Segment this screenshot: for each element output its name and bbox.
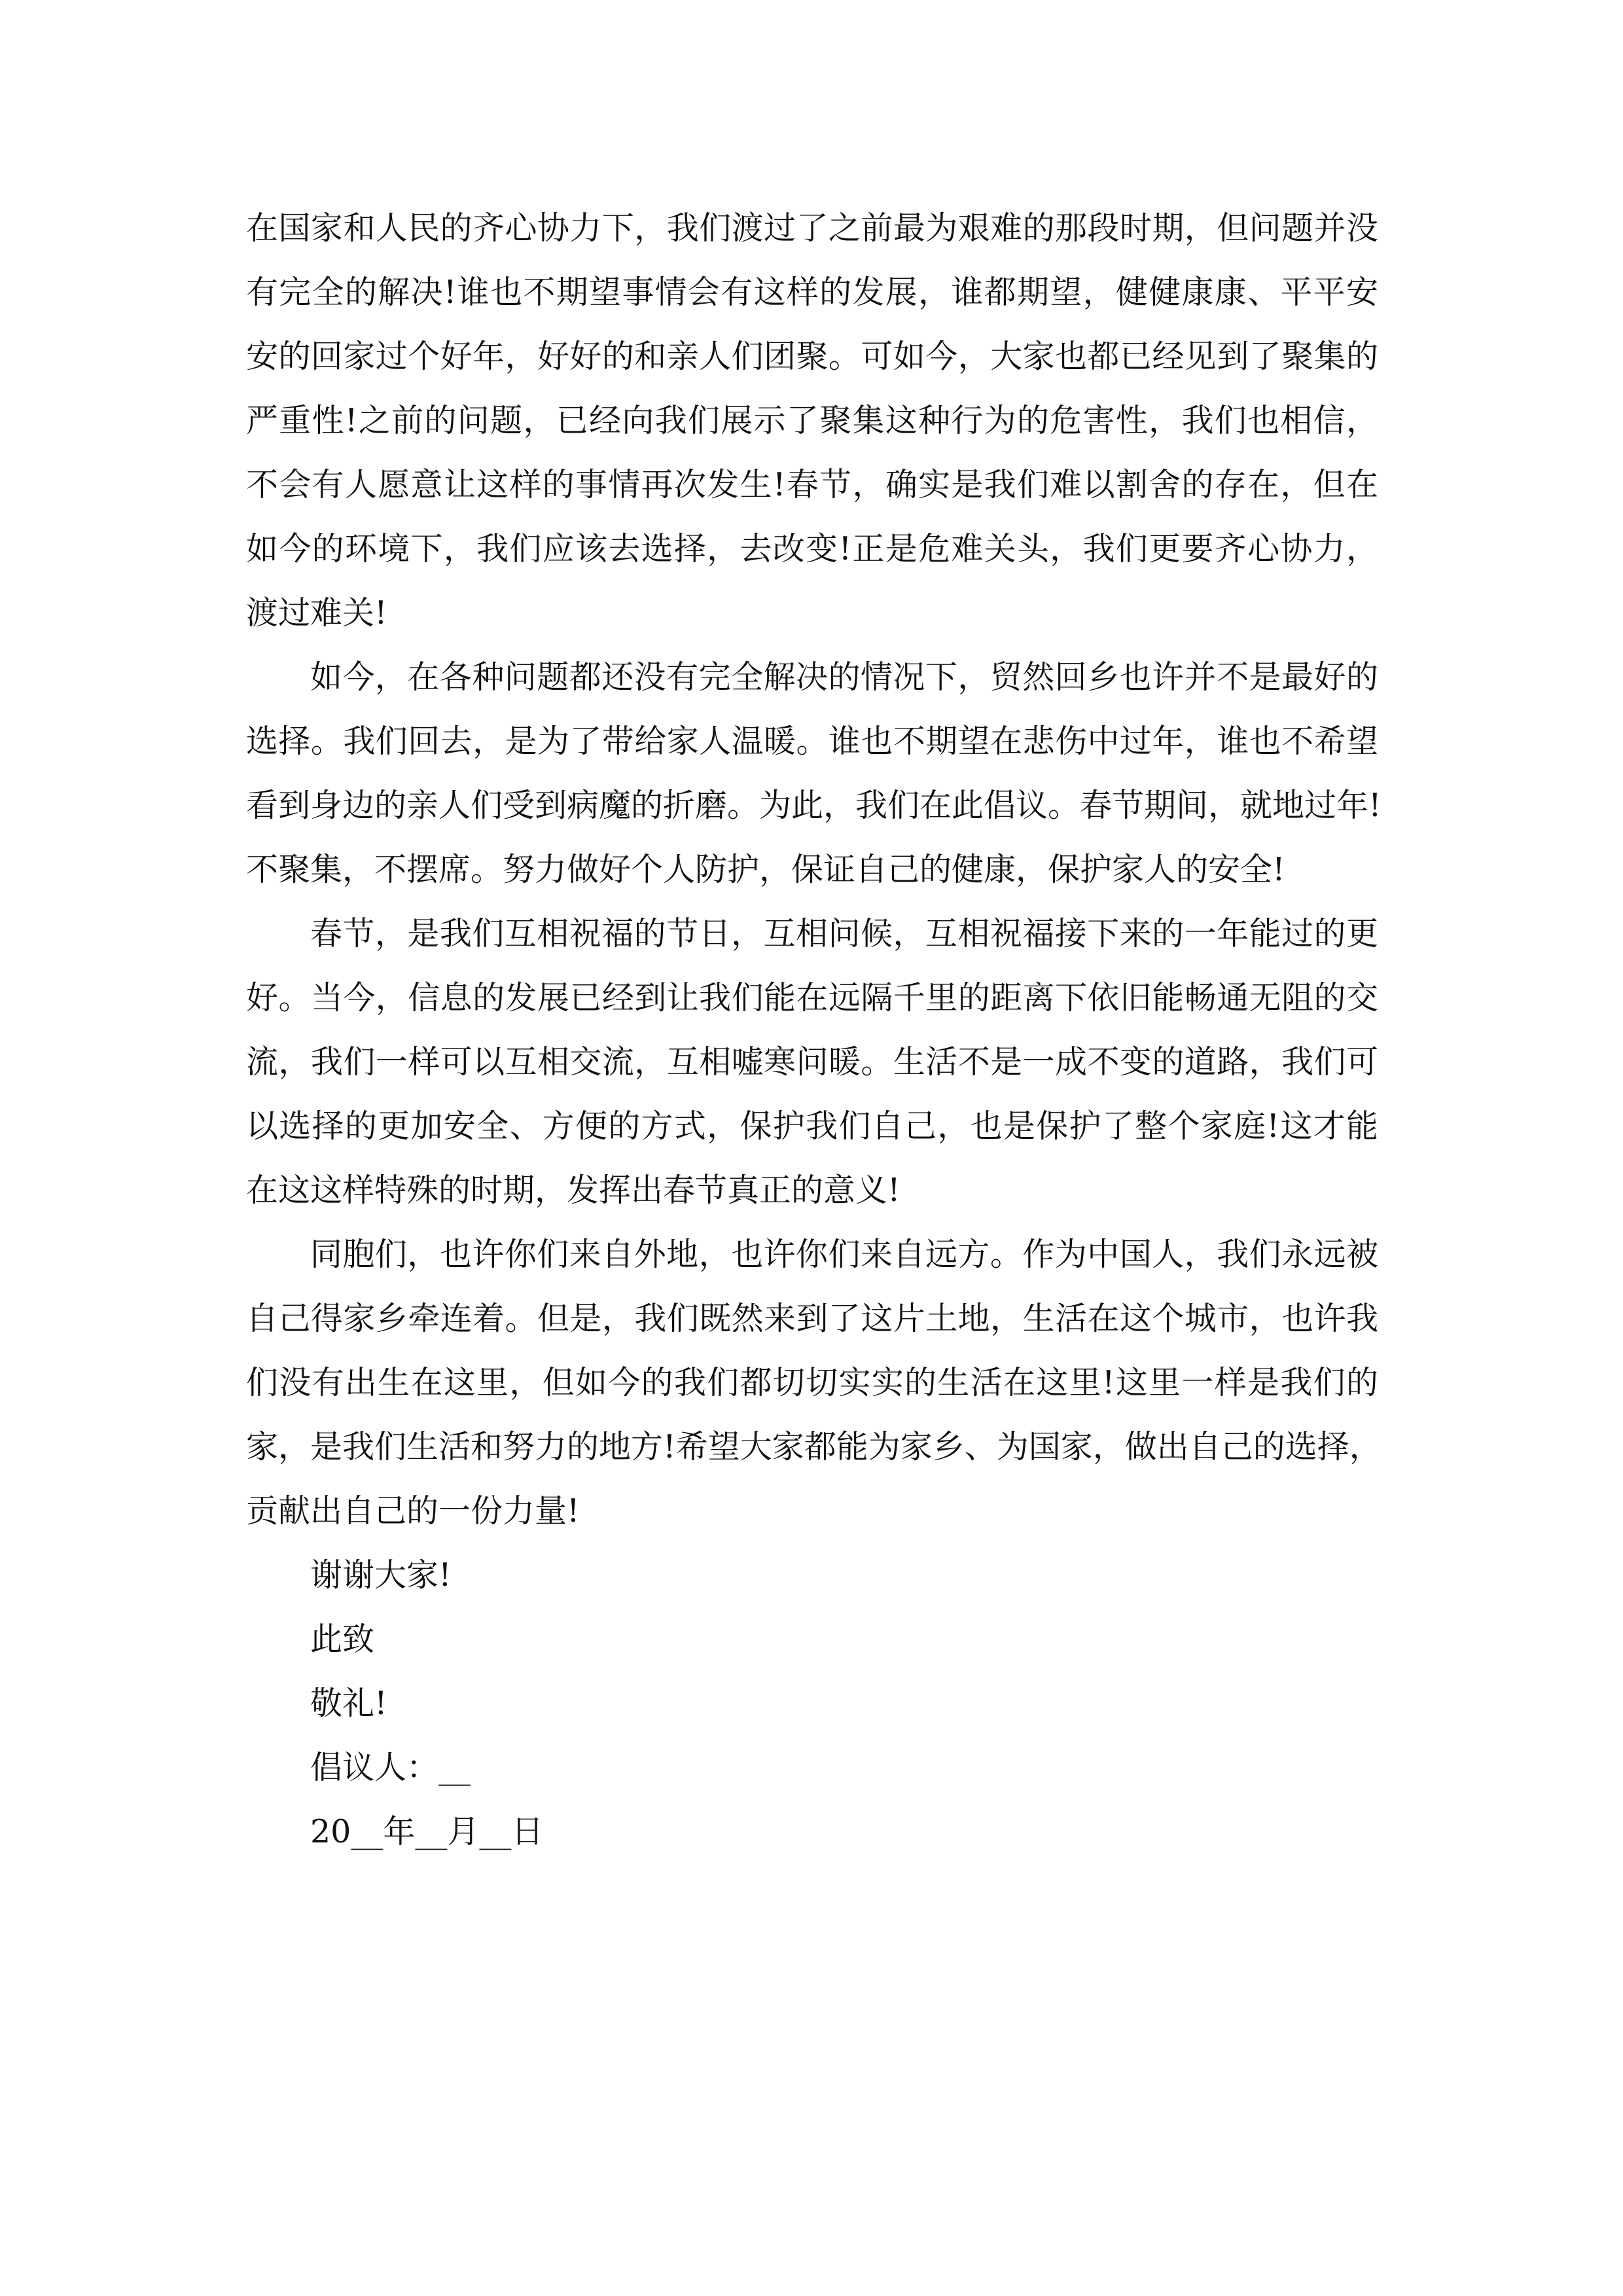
thanks-line: 谢谢大家! [310,1556,452,1594]
closing-block [246,1543,1378,1864]
text-line: 看到身边的亲人们受到病魔的折磨。为此，我们在此倡议。春节期间，就地过年! [246,787,1382,824]
text-line: 以选择的更加安全、方便的方式，保护我们自己，也是保护了整个家庭!这才能 [246,1107,1378,1145]
text-line: 不会有人愿意让这样的事情再次发生!春节，确实是我们难以割舍的存在，但在 [246,466,1378,503]
text-line: 在国家和人民的齐心协力下，我们渡过了之前最为艰难的那段时期，但问题并没 [246,209,1378,247]
text-line: 自己得家乡牵连着。但是，我们既然来到了这片土地，生活在这个城市，也许我 [246,1300,1378,1337]
text-line: 好。当今，信息的发展已经到让我们能在远隔千里的距离下依旧能畅通无阻的交 [246,979,1378,1016]
text-line: 春节，是我们互相祝福的节日，互相问候，互相祝福接下来的一年能过的更 [310,915,1378,952]
paragraph-1 [246,196,1378,645]
text-line: 同胞们，也许你们来自外地，也许你们来自远方。作为中国人，我们永远被 [310,1236,1378,1273]
text-line: 如今的环境下，我们应该去选择，去改变!正是危难关头，我们更要齐心协力， [246,530,1378,567]
text-line: 贡献出自己的一份力量! [246,1492,580,1530]
date-line: 20__年__月__日 [310,1813,544,1850]
text-line: 如今，在各种问题都还没有完全解决的情况下，贸然回乡也许并不是最好的 [310,658,1378,696]
salutation-jing-li: 敬礼! [310,1685,387,1722]
document-body [246,196,1382,1864]
salutation-ci-zhi: 此致 [310,1621,375,1658]
text-line: 渡过难关! [246,594,387,632]
paragraph-2 [246,645,1382,902]
initiator-line: 倡议人：__ [310,1749,471,1786]
text-line: 选择。我们回去，是为了带给家人温暖。谁也不期望在悲伤中过年，谁也不希望 [246,723,1378,760]
text-line: 在这这样特殊的时期，发挥出春节真正的意义! [246,1172,901,1209]
text-line: 家，是我们生活和努力的地方!希望大家都能为家乡、为国家，做出自己的选择， [246,1428,1382,1465]
text-line: 有完全的解决!谁也不期望事情会有这样的发展，谁都期望，健健康康、平平安 [246,274,1378,311]
paragraph-4 [246,1223,1382,1543]
text-line: 流，我们一样可以互相交流，互相嘘寒问暖。生活不是一成不变的道路，我们可 [246,1043,1378,1081]
text-line: 严重性!之前的问题，已经向我们展示了聚集这种行为的危害性，我们也相信， [246,402,1378,439]
paragraph-3 [246,902,1378,1223]
text-line: 安的回家过个好年，好好的和亲人们团聚。可如今，大家也都已经见到了聚集的 [246,338,1378,375]
text-line: 们没有出生在这里，但如今的我们都切切实实的生活在这里!这里一样是我们的 [246,1364,1378,1401]
text-line: 不聚集，不摆席。努力做好个人防护，保证自己的健康，保护家人的安全! [246,851,1285,888]
